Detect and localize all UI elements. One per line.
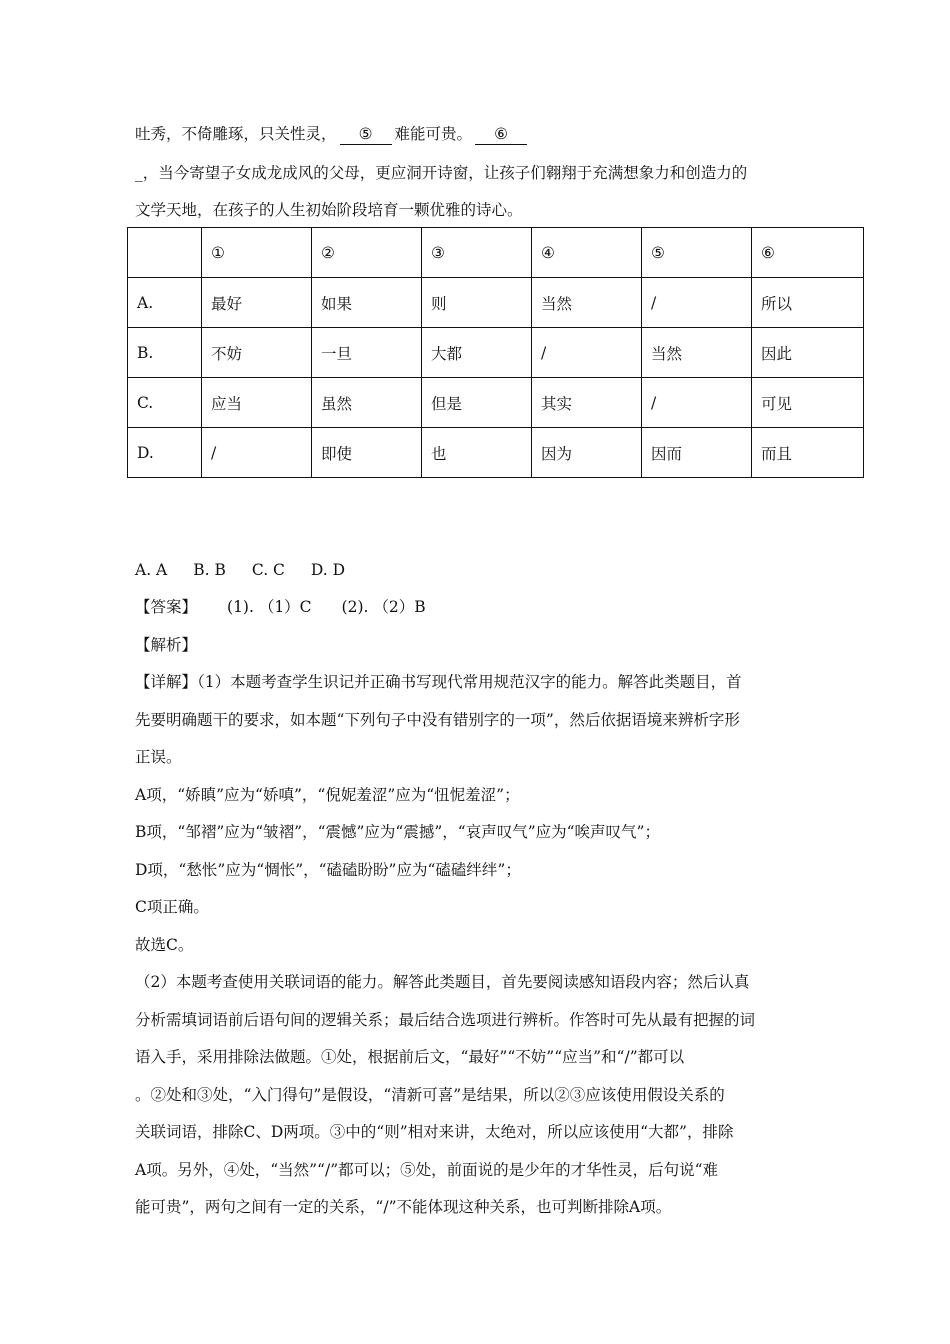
detail-line: 正误。	[135, 748, 182, 766]
detail-choose: 故选C。	[135, 936, 194, 954]
table-cell: 其实	[532, 378, 642, 428]
passage-text: 吐秀，不倚雕琢，只关性灵，	[135, 125, 337, 143]
detail-line: 分析需填词语前后语句间的逻辑关系；最后结合选项进行辨析。作答时可先从最有把握的词	[135, 1011, 756, 1029]
detail-item-a: A项，“娇瞋”应为“娇嗔”，“倪妮羞涩”应为“忸怩羞涩”；	[135, 786, 520, 804]
answer-line	[135, 597, 426, 617]
table-cell: ④	[532, 228, 642, 278]
table-cell: 当然	[532, 278, 642, 328]
table-cell: B.	[128, 328, 202, 378]
table-cell: ③	[422, 228, 532, 278]
table-cell: /	[642, 278, 752, 328]
table-cell: 因此	[752, 328, 864, 378]
table-cell: 因而	[642, 428, 752, 478]
detail-line: 语入手，采用排除法做题。①处，根据前后文，“最好”“不妨”“应当”和“/”都可以	[135, 1048, 685, 1066]
options-line	[135, 560, 345, 580]
table-cell: 但是	[422, 378, 532, 428]
answer-part-1: (1). （1）C	[227, 598, 312, 616]
detail-line: 。②处和③处，“入门得句”是假设，“清新可喜”是结果，所以②③应该使用假设关系的	[135, 1086, 725, 1104]
table-cell: 也	[422, 428, 532, 478]
detail-line: （2）本题考查使用关联词语的能力。解答此类题目，首先要阅读感知语段内容；然后认真	[135, 973, 750, 991]
option-b[interactable]: B. B	[193, 561, 226, 579]
table-cell: A.	[128, 278, 202, 328]
table-cell: ⑤	[642, 228, 752, 278]
analysis-label: 【解析】	[135, 636, 198, 654]
table-row	[128, 278, 864, 328]
table-cell: 大都	[422, 328, 532, 378]
table-cell: D.	[128, 428, 202, 478]
answer-part-2: (2). （2）B	[341, 598, 426, 616]
table-cell: 应当	[202, 378, 312, 428]
choices-table	[127, 227, 864, 478]
table-cell: 则	[422, 278, 532, 328]
option-d[interactable]: D. D	[310, 561, 346, 579]
table-cell: 虽然	[312, 378, 422, 428]
option-c[interactable]: C. C	[251, 561, 285, 579]
table-cell: 所以	[752, 278, 864, 328]
option-a[interactable]: A. A	[135, 561, 168, 579]
detail-line: A项。另外，④处，“当然”“/”都可以；⑤处，前面说的是少年的才华性灵，后句说“难	[135, 1161, 719, 1179]
blank-5: ⑤	[340, 124, 392, 145]
table-cell: /	[202, 428, 312, 478]
detail-line: 【详解】（1）本题考查学生识记并正确书写现代常用规范汉字的能力。解答此类题目，首	[135, 673, 742, 691]
table-row	[128, 428, 864, 478]
detail-line: 先要明确题干的要求，如本题“下列句子中没有错别字的一项”，然后依据语境来辨析字形	[135, 711, 740, 729]
table-cell: C.	[128, 378, 202, 428]
table-header-row	[128, 228, 864, 278]
passage-text: 难能可贵。	[394, 125, 473, 143]
table-cell: 可见	[752, 378, 864, 428]
table-row	[128, 378, 864, 428]
table-cell: ②	[312, 228, 422, 278]
table-row	[128, 328, 864, 378]
table-cell: 最好	[202, 278, 312, 328]
table-cell	[128, 228, 202, 278]
detail-line: 能可贵”，两句之间有一定的关系，“/”不能体现这种关系，也可判断排除A项。	[135, 1198, 672, 1216]
table-cell: 如果	[312, 278, 422, 328]
table-cell: 不妨	[202, 328, 312, 378]
table-cell: 因为	[532, 428, 642, 478]
table-cell: 即使	[312, 428, 422, 478]
answer-label: 【答案】	[135, 598, 198, 616]
table-cell: 当然	[642, 328, 752, 378]
detail-item-b: B项，“邹褶”应为“皱褶”，“震憾”应为“震撼”，“哀声叹气”应为“唉声叹气”；	[135, 823, 660, 841]
table-cell: /	[642, 378, 752, 428]
table-cell: /	[532, 328, 642, 378]
passage-line-1	[135, 124, 530, 145]
passage-line-3: 文学天地，在孩子的人生初始阶段培育一颗优雅的诗心。	[135, 201, 523, 219]
passage-line-2: _，当今寄望子女成龙成风的父母，更应洞开诗窗，让孩子们翱翔于充满想象力和创造力的	[135, 164, 748, 182]
detail-item-c: C项正确。	[135, 898, 209, 916]
table-cell: 而且	[752, 428, 864, 478]
detail-line: 关联词语，排除C、D两项。③中的“则”相对来讲，太绝对，所以应该使用“大都”，排除	[135, 1123, 734, 1141]
table-cell: ⑥	[752, 228, 864, 278]
table-cell: 一旦	[312, 328, 422, 378]
detail-item-d: D项，“愁怅”应为“惆怅”，“磕磕盼盼”应为“磕磕绊绊”；	[135, 861, 521, 879]
table-cell: ①	[202, 228, 312, 278]
blank-6: ⑥	[475, 124, 527, 145]
